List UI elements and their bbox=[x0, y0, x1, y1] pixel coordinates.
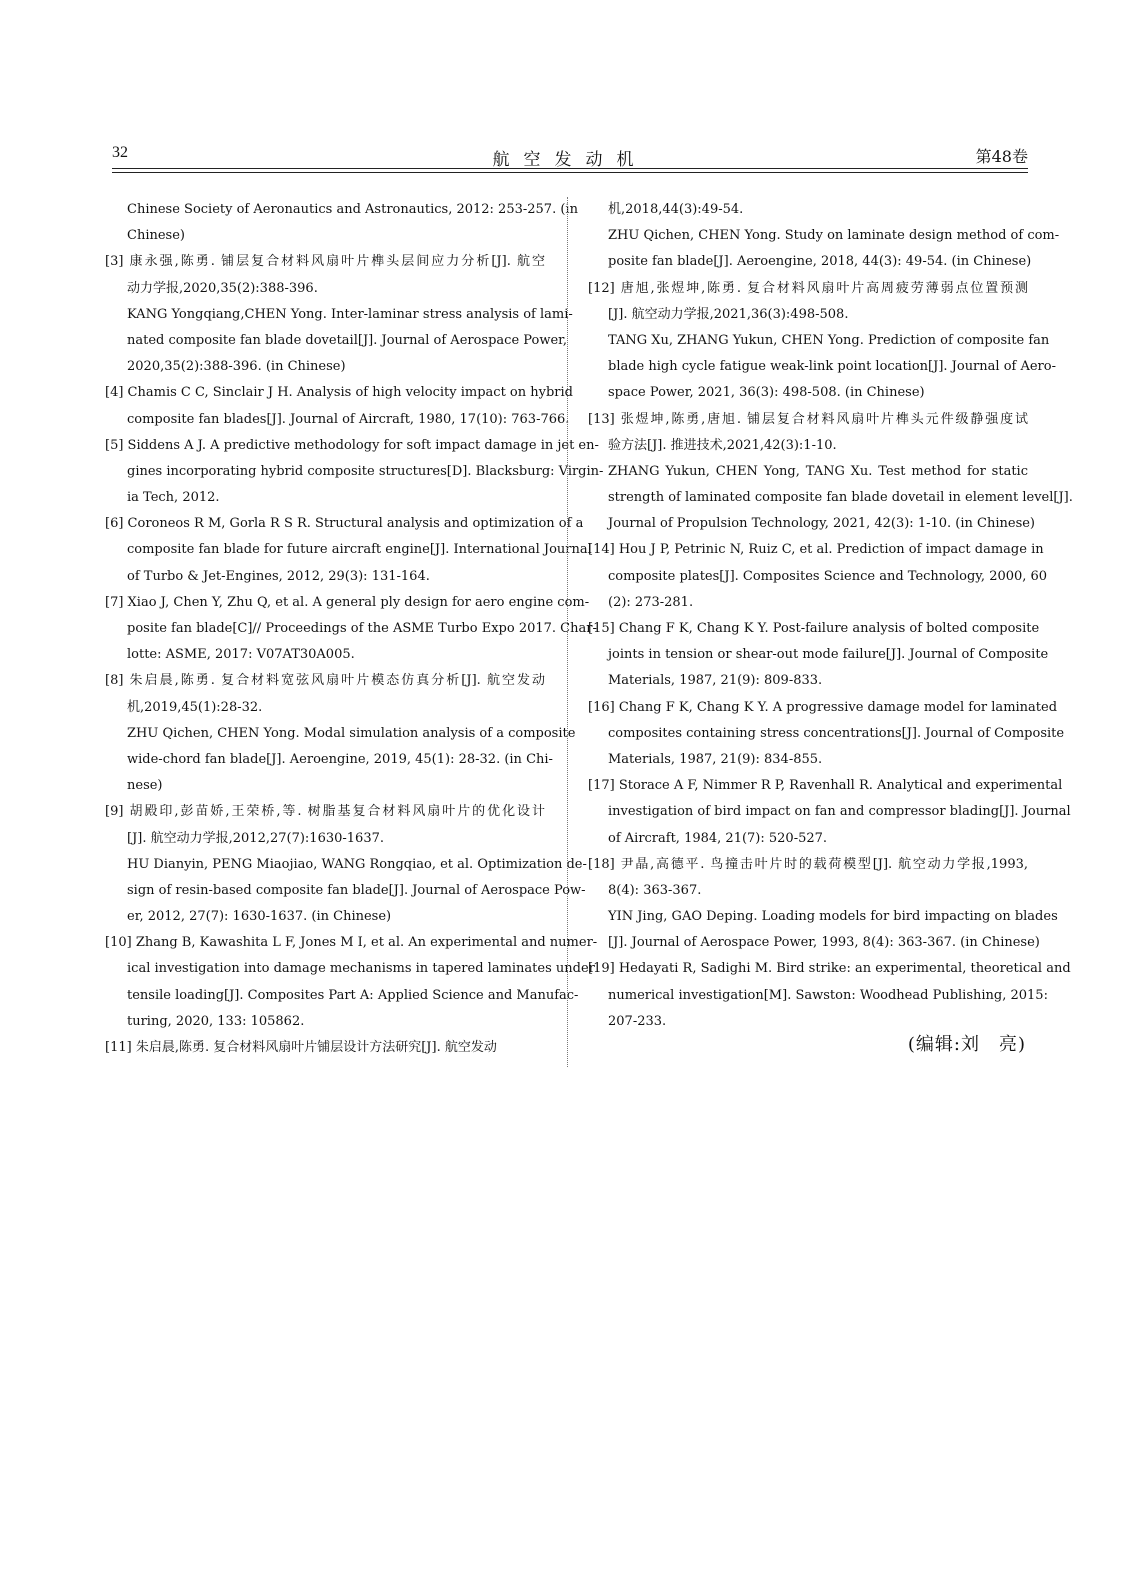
reference-entry bbox=[588, 407, 1073, 538]
reference-line: TANG Xu, ZHANG Yukun, CHEN Yong. Prediction of composite fan bbox=[608, 332, 1050, 348]
reference-line: YIN Jing, GAO Deping. Loading models for bird impacting on blades bbox=[608, 909, 1058, 925]
reference-line: of Turbo & Jet-Engines, 2012, 29(3): 131-164. bbox=[127, 568, 430, 584]
reference-line: sign of resin-based composite fan blade[J]. Journal of Aerospace Pow- bbox=[127, 882, 586, 898]
reference-entry bbox=[588, 616, 1049, 695]
reference-line: er, 2012, 27(7): 1630-1637. (in Chinese) bbox=[127, 909, 392, 925]
reference-line: of Aircraft, 1984, 21(7): 520-527. bbox=[608, 830, 828, 846]
reference-line: [12] 唐旭,张煜坤,陈勇. 复合材料风扇叶片高周疲劳薄弱点位置预测 bbox=[588, 280, 1028, 296]
reference-line: tensile loading[J]. Composites Part A: Applied Science and Manufac- bbox=[127, 987, 579, 1003]
reference-line: turing, 2020, 133: 105862. bbox=[127, 1013, 305, 1029]
reference-line: Materials, 1987, 21(9): 834-855. bbox=[608, 751, 823, 767]
reference-line: 207-233. bbox=[608, 1013, 667, 1029]
reference-line: 机,2019,45(1):28-32. bbox=[127, 699, 263, 715]
reference-line: wide-chord fan blade[J]. Aeroengine, 2019, 45(1): 28-32. (in Chi- bbox=[127, 751, 553, 767]
reference-entry bbox=[105, 197, 578, 249]
reference-line: composite plates[J]. Composites Science and Technology, 2000, 60 bbox=[608, 568, 1048, 584]
reference-entry bbox=[588, 537, 1048, 616]
reference-entry bbox=[588, 852, 1058, 957]
journal-title: 航空发动机 bbox=[492, 150, 648, 170]
reference-line: composite fan blades[J]. Journal of Aircraft, 1980, 17(10): 763-766. bbox=[127, 411, 570, 427]
reference-entry bbox=[105, 930, 598, 1035]
reference-line: [11] 朱启晨,陈勇. 复合材料风扇叶片铺层设计方法研究[J]. 航空发动 bbox=[105, 1040, 497, 1055]
references-left-column bbox=[105, 197, 604, 1061]
reference-line: [J]. 航空动力学报,2021,36(3):498-508. bbox=[608, 306, 849, 322]
reference-line: 机,2018,44(3):49-54. bbox=[608, 202, 744, 217]
reference-line: [17] Storace A F, Nimmer R P, Ravenhall R. Analytical and experimental bbox=[588, 778, 1063, 794]
reference-line: 验方法[J]. 推进技术,2021,42(3):1-10. bbox=[608, 437, 837, 453]
reference-line: Chinese) bbox=[127, 228, 185, 244]
reference-entry bbox=[588, 276, 1056, 407]
reference-line: space Power, 2021, 36(3): 498-508. (in Chinese) bbox=[608, 385, 925, 401]
reference-line: nese) bbox=[127, 778, 163, 794]
reference-line: Journal of Propulsion Technology, 2021, 42(3): 1-10. (in Chinese) bbox=[608, 516, 1036, 532]
page-number: 32 bbox=[112, 144, 128, 161]
reference-line: Chinese Society of Aeronautics and Astronautics, 2012: 253-257. (in bbox=[127, 202, 578, 217]
reference-line: [18] 尹晶,高德平. 鸟撞击叶片时的载荷模型[J]. 航空动力学报,1993, bbox=[588, 856, 1028, 872]
reference-line: [9] 胡殿印,彭苗娇,王荣桥,等. 树脂基复合材料风扇叶片的优化设计 bbox=[105, 804, 545, 820]
reference-line: [10] Zhang B, Kawashita L F, Jones M I, et al. An experimental and numer- bbox=[105, 935, 598, 951]
reference-line: 2020,35(2):388-396. (in Chinese) bbox=[127, 359, 346, 375]
reference-line: KANG Yongqiang,CHEN Yong. Inter-laminar stress analysis of lami- bbox=[127, 306, 573, 322]
reference-line: [16] Chang F K, Chang K Y. A progressive damage model for laminated bbox=[588, 699, 1058, 715]
running-header bbox=[112, 144, 1028, 174]
reference-line: [5] Siddens A J. A predictive methodology for soft impact damage in jet en- bbox=[105, 437, 599, 453]
reference-line: investigation of bird impact on fan and compressor blading[J]. Journal bbox=[608, 804, 1071, 820]
reference-entry bbox=[105, 1035, 545, 1061]
reference-line: [6] Coroneos R M, Gorla R S R. Structural analysis and optimization of a bbox=[105, 516, 584, 532]
reference-line: [15] Chang F K, Chang K Y. Post-failure analysis of bolted composite bbox=[588, 621, 1040, 636]
editor-note: (编辑:刘 亮) bbox=[907, 1034, 1026, 1055]
reference-line: ZHANG Yukun, CHEN Yong, TANG Xu. Test method for static bbox=[608, 463, 1028, 479]
reference-line: 8(4): 363-367. bbox=[608, 882, 702, 898]
reference-line: [7] Xiao J, Chen Y, Zhu Q, et al. A general ply design for aero engine com- bbox=[105, 594, 590, 610]
header-rule-thick bbox=[112, 168, 1028, 169]
reference-entry bbox=[105, 249, 573, 380]
reference-line: posite fan blade[C]// Proceedings of the ASME Turbo Expo 2017. Char- bbox=[127, 621, 597, 636]
reference-line: nated composite fan blade dovetail[J]. Journal of Aerospace Power, bbox=[127, 332, 568, 348]
reference-line: lotte: ASME, 2017: V07AT30A005. bbox=[127, 647, 355, 663]
reference-line: composite fan blade for future aircraft engine[J]. International Journal bbox=[127, 542, 592, 558]
reference-entry bbox=[105, 433, 604, 512]
reference-line: joints in tension or shear-out mode failure[J]. Journal of Composite bbox=[608, 647, 1049, 663]
reference-line: blade high cycle fatigue weak-link point location[J]. Journal of Aero- bbox=[608, 359, 1056, 375]
reference-line: [4] Chamis C C, Sinclair J H. Analysis of high velocity impact on hybrid bbox=[105, 385, 573, 401]
reference-line: [13] 张煜坤,陈勇,唐旭. 铺层复合材料风扇叶片榫头元件级静强度试 bbox=[588, 411, 1028, 427]
reference-line: Materials, 1987, 21(9): 809-833. bbox=[608, 673, 823, 689]
header-rule-thin bbox=[112, 172, 1028, 173]
reference-entry bbox=[105, 799, 587, 930]
reference-line: [3] 康永强,陈勇. 铺层复合材料风扇叶片榫头层间应力分析[J]. 航空 bbox=[105, 254, 545, 270]
reference-line: ZHU Qichen, CHEN Yong. Modal simulation analysis of a composite bbox=[127, 725, 576, 741]
reference-line: [19] Hedayati R, Sadighi M. Bird strike: an experimental, theoretical and bbox=[588, 961, 1071, 977]
reference-line: 动力学报,2020,35(2):388-396. bbox=[127, 280, 318, 296]
reference-line: ia Tech, 2012. bbox=[127, 490, 220, 506]
reference-line: gines incorporating hybrid composite structures[D]. Blacksburg: Virgin- bbox=[127, 463, 604, 479]
reference-entry bbox=[105, 668, 576, 799]
reference-line: [8] 朱启晨,陈勇. 复合材料宽弦风扇叶片模态仿真分析[J]. 航空发动 bbox=[105, 673, 545, 689]
reference-line: composites containing stress concentrations[J]. Journal of Composite bbox=[608, 725, 1065, 741]
reference-line: HU Dianyin, PENG Miaojiao, WANG Rongqiao, et al. Optimization de- bbox=[127, 856, 587, 872]
reference-line: ZHU Qichen, CHEN Yong. Study on laminate design method of com- bbox=[608, 228, 1060, 244]
reference-entry bbox=[588, 956, 1071, 1035]
reference-line: [14] Hou J P, Petrinic N, Ruiz C, et al. Prediction of impact damage in bbox=[588, 542, 1044, 558]
references-right-column bbox=[588, 197, 1073, 1035]
reference-line: posite fan blade[J]. Aeroengine, 2018, 44(3): 49-54. (in Chinese) bbox=[608, 254, 1032, 270]
reference-entry bbox=[105, 590, 597, 669]
reference-entry bbox=[105, 380, 573, 432]
reference-entry bbox=[588, 695, 1065, 774]
reference-line: (2): 273-281. bbox=[608, 594, 694, 610]
reference-entry bbox=[588, 773, 1071, 852]
reference-line: numerical investigation[M]. Sawston: Woodhead Publishing, 2015: bbox=[608, 987, 1048, 1003]
reference-line: ical investigation into damage mechanisms in tapered laminates under bbox=[127, 961, 595, 977]
reference-line: strength of laminated composite fan blade dovetail in element level[J]. bbox=[608, 490, 1073, 506]
reference-entry bbox=[588, 197, 1060, 276]
volume-label: 第48卷 bbox=[975, 147, 1028, 166]
reference-line: [J]. Journal of Aerospace Power, 1993, 8(4): 363-367. (in Chinese) bbox=[608, 935, 1040, 951]
reference-line: [J]. 航空动力学报,2012,27(7):1630-1637. bbox=[127, 830, 384, 846]
reference-entry bbox=[105, 511, 592, 590]
column-divider bbox=[567, 197, 568, 1067]
